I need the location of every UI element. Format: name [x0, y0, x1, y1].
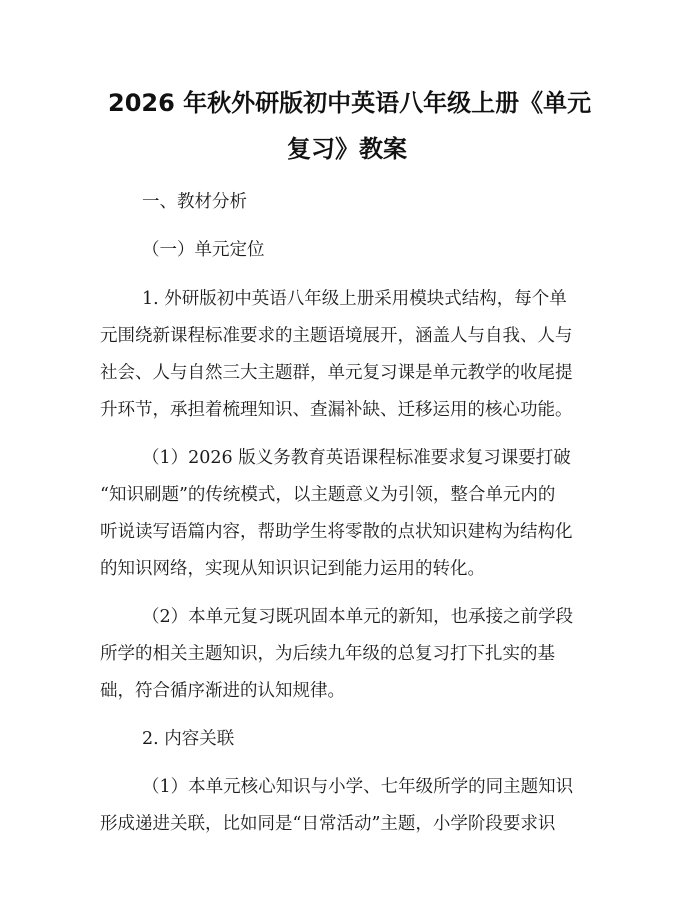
paragraph-line: “知识刷题”的传统模式，以主题意义为引领，整合单元内的	[100, 485, 556, 505]
subsection-heading: （一）单元定位	[142, 240, 265, 260]
document-title-line-2: 复习》教案	[287, 135, 407, 163]
paragraph-line: 所学的相关主题知识，为后续九年级的总复习打下扎实的基	[100, 644, 555, 664]
paragraph-line: 元围绕新课程标准要求的主题语境展开，涵盖人与自我、人与	[100, 326, 573, 346]
paragraph-line: 听说读写语篇内容，帮助学生将零散的点状知识建构为结构化	[100, 522, 573, 542]
section-heading: 一、教材分析	[142, 192, 247, 212]
paragraph-line: 社会、人与自然三大主题群，单元复习课是单元教学的收尾提	[100, 363, 573, 383]
document-title-line-1: 2026 年秋外研版初中英语八年级上册《单元	[108, 89, 592, 117]
subsection-heading: 2. 内容关联	[142, 729, 235, 749]
paragraph-line: 础，符合循序渐进的认知规律。	[100, 681, 345, 701]
paragraph-line: （1）2026 版义务教育英语课程标准要求复习课要打破	[142, 448, 571, 468]
paragraph-line: 1. 外研版初中英语八年级上册采用模块式结构，每个单	[142, 289, 567, 309]
paragraph-line: 形成递进关联，比如同是“日常活动”主题，小学阶段要求识	[100, 814, 556, 834]
paragraph-line: （1）本单元核心知识与小学、七年级所学的同主题知识	[142, 777, 574, 797]
paragraph-line: （2）本单元复习既巩固本单元的新知，也承接之前学段	[142, 607, 574, 627]
paragraph-line: 升环节，承担着梳理知识、查漏补缺、迁移运用的核心功能。	[100, 400, 573, 420]
paragraph-line: 的知识网络，实现从知识识记到能力运用的转化。	[100, 559, 485, 579]
